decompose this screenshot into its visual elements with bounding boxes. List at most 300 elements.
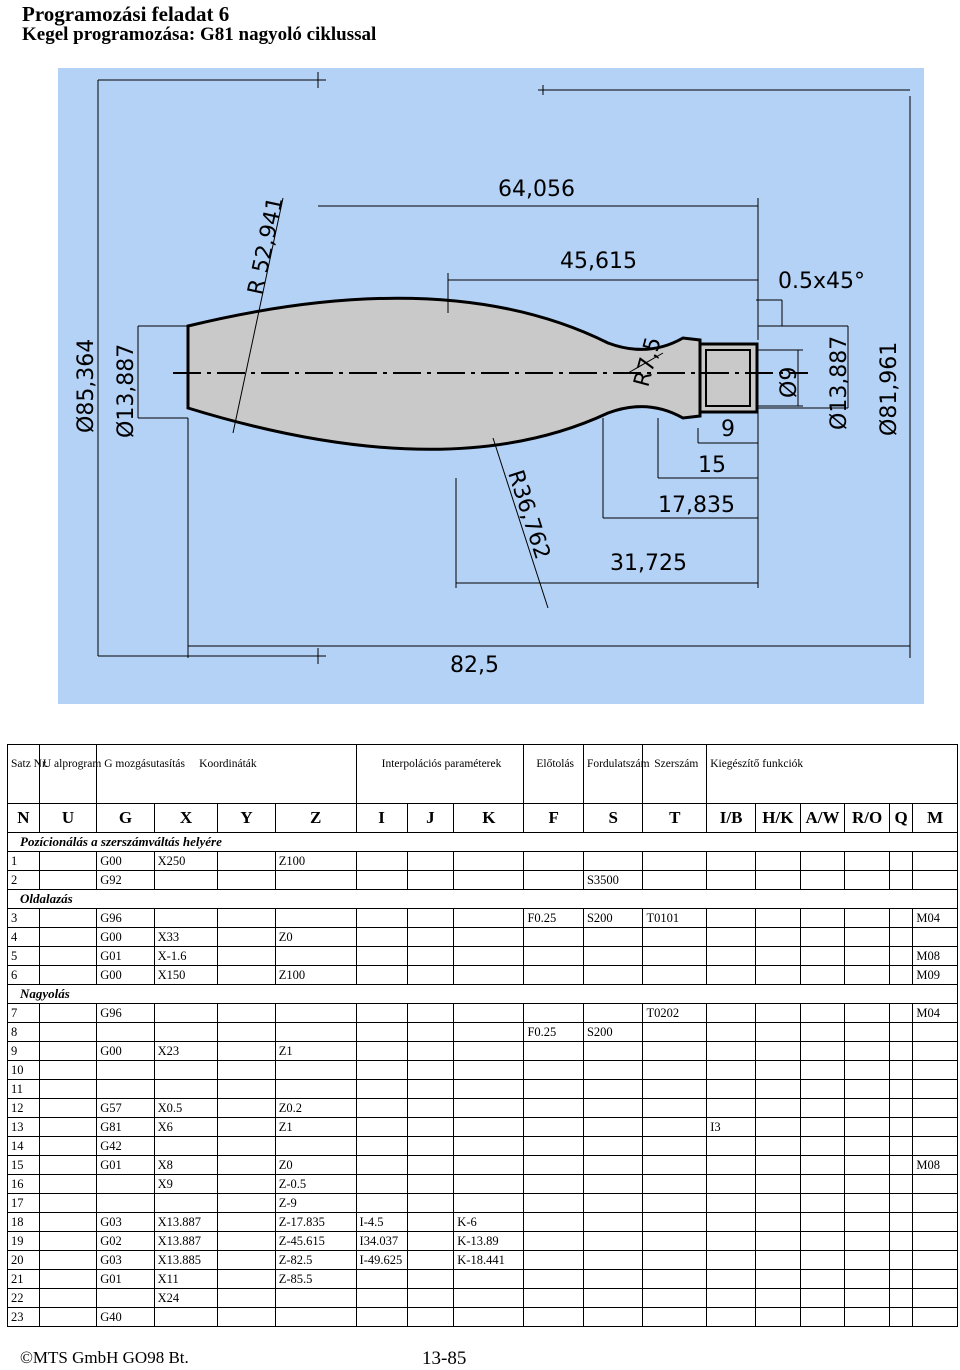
cell-j: [407, 1156, 454, 1175]
cell-u: [39, 928, 96, 947]
cell-ib: [707, 871, 756, 890]
table-row: [8, 1308, 958, 1327]
cell-z: Z-45.615: [275, 1232, 356, 1251]
cell-y: [218, 1137, 275, 1156]
cell-n: 22: [8, 1289, 40, 1308]
cell-j: [407, 909, 454, 928]
cell-g: G40: [97, 1308, 154, 1327]
table-row: [8, 1080, 958, 1099]
cell-f: [524, 1118, 584, 1137]
cell-z: [275, 1080, 356, 1099]
cell-g: G01: [97, 1156, 154, 1175]
cell-u: [39, 852, 96, 871]
cell-ro: [845, 966, 890, 985]
table-row: [8, 1232, 958, 1251]
cell-k: [454, 947, 524, 966]
cell-g: G00: [97, 928, 154, 947]
cell-n: 7: [8, 1004, 40, 1023]
dim-45: 45,615: [560, 249, 637, 274]
cell-i: [356, 966, 407, 985]
dim-15: 15: [698, 453, 726, 478]
cell-j: [407, 852, 454, 871]
cell-t: [643, 1156, 707, 1175]
cell-ro: [845, 1080, 890, 1099]
cell-aw: [800, 1156, 845, 1175]
cell-j: [407, 871, 454, 890]
cell-u: [39, 1118, 96, 1137]
cell-hk: [756, 871, 801, 890]
cell-s: [583, 1289, 643, 1308]
cell-x: X13.885: [154, 1251, 218, 1270]
cell-g: G81: [97, 1118, 154, 1137]
cell-s: [583, 1194, 643, 1213]
cell-x: X23: [154, 1042, 218, 1061]
header-group-cell: U alprogram G mozgásutasítás: [39, 745, 96, 804]
cell-q: [889, 1004, 912, 1023]
cell-s: [583, 1061, 643, 1080]
column-header: I/B: [707, 804, 756, 833]
cell-ib: [707, 1080, 756, 1099]
cell-aw: [800, 1289, 845, 1308]
page-title: Programozási feladat 6: [22, 2, 230, 26]
cell-t: [643, 1289, 707, 1308]
cell-t: [643, 1213, 707, 1232]
cell-y: [218, 1213, 275, 1232]
cell-k: [454, 1099, 524, 1118]
cell-hk: [756, 1251, 801, 1270]
cell-n: 20: [8, 1251, 40, 1270]
cell-m: [913, 1042, 958, 1061]
cell-x: X13.887: [154, 1213, 218, 1232]
cell-n: 23: [8, 1308, 40, 1327]
cell-i: [356, 947, 407, 966]
cell-t: [643, 1308, 707, 1327]
cell-k: [454, 1023, 524, 1042]
cell-j: [407, 1194, 454, 1213]
cell-n: 11: [8, 1080, 40, 1099]
cell-n: 17: [8, 1194, 40, 1213]
cell-m: M08: [913, 1156, 958, 1175]
dim-9: 9: [721, 417, 735, 442]
cell-x: [154, 871, 218, 890]
cell-g: G57: [97, 1099, 154, 1118]
dim-d85: Ø85,364: [74, 338, 99, 433]
cell-aw: [800, 909, 845, 928]
cell-q: [889, 1118, 912, 1137]
table-row: [8, 1213, 958, 1232]
cell-t: T0202: [643, 1004, 707, 1023]
page-subtitle: Kegel programozása: G81 nagyoló ciklussal: [22, 24, 377, 45]
cell-k: [454, 1061, 524, 1080]
cell-s: [583, 1099, 643, 1118]
cell-hk: [756, 1289, 801, 1308]
cell-g: G01: [97, 947, 154, 966]
cell-q: [889, 1308, 912, 1327]
cell-f: [524, 1099, 584, 1118]
cell-f: [524, 1004, 584, 1023]
cell-x: X150: [154, 966, 218, 985]
cell-n: 21: [8, 1270, 40, 1289]
cell-i: [356, 1099, 407, 1118]
cell-y: [218, 1080, 275, 1099]
cell-ib: [707, 1175, 756, 1194]
cell-z: Z100: [275, 966, 356, 985]
column-header: Z: [275, 804, 356, 833]
table-row: [8, 1137, 958, 1156]
cell-i: I34.037: [356, 1232, 407, 1251]
cell-ib: [707, 966, 756, 985]
cell-q: [889, 852, 912, 871]
cell-i: [356, 1308, 407, 1327]
cell-y: [218, 928, 275, 947]
cell-s: [583, 947, 643, 966]
cell-i: [356, 1023, 407, 1042]
cell-n: 8: [8, 1023, 40, 1042]
cell-hk: [756, 1194, 801, 1213]
cell-i: [356, 1118, 407, 1137]
cell-i: I-49.625: [356, 1251, 407, 1270]
dim-chamfer: 0.5x45°: [778, 269, 866, 294]
cell-hk: [756, 1270, 801, 1289]
cell-u: [39, 1232, 96, 1251]
cell-j: [407, 1023, 454, 1042]
cell-m: [913, 1061, 958, 1080]
cell-hk: [756, 1213, 801, 1232]
cell-ro: [845, 1118, 890, 1137]
cell-z: [275, 1137, 356, 1156]
cell-t: [643, 947, 707, 966]
cell-m: M04: [913, 909, 958, 928]
column-header: H/K: [756, 804, 801, 833]
cell-x: [154, 1194, 218, 1213]
cell-j: [407, 1042, 454, 1061]
cell-f: [524, 1156, 584, 1175]
column-header: A/W: [800, 804, 845, 833]
cell-t: [643, 1080, 707, 1099]
cell-t: [643, 1099, 707, 1118]
cell-z: Z0: [275, 928, 356, 947]
cell-k: K-18.441: [454, 1251, 524, 1270]
dim-r75: R7,5: [629, 334, 667, 390]
cell-g: [97, 1080, 154, 1099]
cell-aw: [800, 1023, 845, 1042]
cell-aw: [800, 947, 845, 966]
header-group-cell: Szerszám: [643, 745, 707, 804]
table-row: [8, 1023, 958, 1042]
cell-i: [356, 1270, 407, 1289]
cell-y: [218, 966, 275, 985]
cell-m: [913, 1251, 958, 1270]
cell-t: [643, 1118, 707, 1137]
column-header: S: [583, 804, 643, 833]
cell-i: [356, 1042, 407, 1061]
table-row: [8, 966, 958, 985]
cell-i: I-4.5: [356, 1213, 407, 1232]
cell-q: [889, 909, 912, 928]
dim-64: 64,056: [498, 177, 575, 202]
cell-k: [454, 852, 524, 871]
cell-aw: [800, 928, 845, 947]
cell-s: [583, 1004, 643, 1023]
cell-s: [583, 1137, 643, 1156]
cell-f: [524, 1061, 584, 1080]
cell-u: [39, 1099, 96, 1118]
cell-x: [154, 1080, 218, 1099]
cell-m: [913, 1099, 958, 1118]
cell-t: [643, 1061, 707, 1080]
cell-y: [218, 1232, 275, 1251]
header-group-cell: Kiegészítő funkciók: [707, 745, 958, 804]
cell-s: [583, 1251, 643, 1270]
cell-t: [643, 1137, 707, 1156]
cell-t: [643, 1232, 707, 1251]
cell-ib: [707, 1251, 756, 1270]
cell-hk: [756, 1308, 801, 1327]
cell-n: 15: [8, 1156, 40, 1175]
cell-u: [39, 1080, 96, 1099]
cell-hk: [756, 1232, 801, 1251]
cell-y: [218, 1270, 275, 1289]
cell-m: M04: [913, 1004, 958, 1023]
cell-ib: [707, 1156, 756, 1175]
cell-f: [524, 1194, 584, 1213]
cell-ro: [845, 1004, 890, 1023]
cell-m: [913, 1308, 958, 1327]
cell-x: [154, 1004, 218, 1023]
cell-ib: I3: [707, 1118, 756, 1137]
cell-n: 5: [8, 947, 40, 966]
cell-u: [39, 1156, 96, 1175]
cell-y: [218, 1156, 275, 1175]
cell-m: [913, 928, 958, 947]
section-label: Oldalazás: [8, 890, 958, 909]
cell-hk: [756, 966, 801, 985]
cell-s: [583, 966, 643, 985]
cell-ro: [845, 1099, 890, 1118]
cell-k: [454, 1042, 524, 1061]
cell-m: [913, 852, 958, 871]
cell-k: [454, 1175, 524, 1194]
cell-z: Z-82.5: [275, 1251, 356, 1270]
cell-z: [275, 1004, 356, 1023]
cell-n: 18: [8, 1213, 40, 1232]
cell-y: [218, 1289, 275, 1308]
cell-f: [524, 1270, 584, 1289]
cell-ib: [707, 1137, 756, 1156]
cell-z: Z-17.835: [275, 1213, 356, 1232]
cell-hk: [756, 852, 801, 871]
cell-ro: [845, 1061, 890, 1080]
cell-ib: [707, 852, 756, 871]
cell-ro: [845, 1251, 890, 1270]
cell-u: [39, 1137, 96, 1156]
cell-j: [407, 1118, 454, 1137]
cell-i: [356, 1175, 407, 1194]
cell-ib: [707, 947, 756, 966]
cell-i: [356, 852, 407, 871]
cell-f: [524, 1175, 584, 1194]
table-row: [8, 1061, 958, 1080]
cell-x: X8: [154, 1156, 218, 1175]
cell-ro: [845, 1308, 890, 1327]
cell-x: X250: [154, 852, 218, 871]
part-pin: [700, 344, 757, 412]
cell-z: Z-9: [275, 1194, 356, 1213]
cell-m: M09: [913, 966, 958, 985]
cell-q: [889, 1213, 912, 1232]
cell-j: [407, 947, 454, 966]
table-row: [8, 1099, 958, 1118]
cell-y: [218, 1194, 275, 1213]
header-group-cell: Fordulatszám: [583, 745, 643, 804]
cell-i: [356, 1004, 407, 1023]
section-label: Nagyolás: [8, 985, 958, 1004]
cell-n: 16: [8, 1175, 40, 1194]
cell-m: M08: [913, 947, 958, 966]
cell-n: 19: [8, 1232, 40, 1251]
table-row: [8, 1251, 958, 1270]
cell-ib: [707, 1232, 756, 1251]
cell-y: [218, 909, 275, 928]
cell-u: [39, 1175, 96, 1194]
cell-i: [356, 1194, 407, 1213]
cell-k: [454, 966, 524, 985]
cell-aw: [800, 1251, 845, 1270]
cell-ro: [845, 1194, 890, 1213]
cell-t: [643, 928, 707, 947]
cell-hk: [756, 1004, 801, 1023]
table-row: [8, 871, 958, 890]
cell-hk: [756, 1080, 801, 1099]
cell-ib: [707, 1308, 756, 1327]
cell-z: [275, 947, 356, 966]
header-group-cell: Satz Nr.: [8, 745, 40, 804]
cell-j: [407, 1308, 454, 1327]
cell-y: [218, 1118, 275, 1137]
cell-g: G96: [97, 909, 154, 928]
cell-g: [97, 1175, 154, 1194]
cell-aw: [800, 1194, 845, 1213]
cell-u: [39, 1023, 96, 1042]
cell-g: G00: [97, 852, 154, 871]
cell-m: [913, 1175, 958, 1194]
cell-k: [454, 1270, 524, 1289]
cell-ro: [845, 947, 890, 966]
technical-drawing: [58, 68, 924, 704]
cell-ib: [707, 1042, 756, 1061]
cell-j: [407, 1213, 454, 1232]
cell-z: [275, 871, 356, 890]
cell-ro: [845, 1289, 890, 1308]
header-group-cell: Koordináták: [97, 745, 356, 804]
cell-s: [583, 1175, 643, 1194]
cell-j: [407, 1232, 454, 1251]
cell-x: X6: [154, 1118, 218, 1137]
dim-r52: R 52,941: [243, 194, 289, 298]
cell-ib: [707, 909, 756, 928]
cell-n: 14: [8, 1137, 40, 1156]
cell-ro: [845, 1213, 890, 1232]
cell-aw: [800, 1061, 845, 1080]
column-header: U: [39, 804, 96, 833]
cell-m: [913, 1137, 958, 1156]
cell-g: G00: [97, 1042, 154, 1061]
cell-x: X0.5: [154, 1099, 218, 1118]
cell-s: [583, 928, 643, 947]
cell-q: [889, 1080, 912, 1099]
cell-m: [913, 1194, 958, 1213]
cell-k: [454, 1118, 524, 1137]
cell-y: [218, 1308, 275, 1327]
cell-aw: [800, 1270, 845, 1289]
cell-q: [889, 1289, 912, 1308]
cell-k: [454, 1156, 524, 1175]
cell-g: G03: [97, 1213, 154, 1232]
cell-y: [218, 947, 275, 966]
cell-n: 10: [8, 1061, 40, 1080]
column-header: N: [8, 804, 40, 833]
cell-aw: [800, 1042, 845, 1061]
table-row: [8, 1004, 958, 1023]
cell-ro: [845, 852, 890, 871]
cell-f: [524, 947, 584, 966]
cell-ro: [845, 871, 890, 890]
cell-m: [913, 1232, 958, 1251]
cell-aw: [800, 871, 845, 890]
cell-aw: [800, 1308, 845, 1327]
program-table: [7, 744, 958, 1327]
cell-i: [356, 1156, 407, 1175]
cell-t: [643, 1023, 707, 1042]
cell-m: [913, 1023, 958, 1042]
cell-q: [889, 1156, 912, 1175]
cell-x: [154, 909, 218, 928]
section-label: Pozícionálás a szerszámváltás helyére: [8, 833, 958, 852]
cell-u: [39, 1308, 96, 1327]
cell-g: G92: [97, 871, 154, 890]
dim-d13b: Ø13,887: [827, 335, 852, 430]
column-header: G: [97, 804, 154, 833]
cell-x: X33: [154, 928, 218, 947]
cell-t: [643, 1251, 707, 1270]
cell-ib: [707, 1099, 756, 1118]
table-row: [8, 1270, 958, 1289]
cell-k: [454, 1194, 524, 1213]
cell-k: K-13.89: [454, 1232, 524, 1251]
cell-n: 1: [8, 852, 40, 871]
dim-d81: Ø81,961: [877, 341, 902, 436]
cell-u: [39, 1061, 96, 1080]
cell-y: [218, 1004, 275, 1023]
cell-f: [524, 1308, 584, 1327]
cell-aw: [800, 1137, 845, 1156]
cell-z: Z1: [275, 1042, 356, 1061]
cell-j: [407, 1175, 454, 1194]
cell-aw: [800, 1175, 845, 1194]
cell-z: Z100: [275, 852, 356, 871]
cell-t: [643, 1042, 707, 1061]
cell-ib: [707, 1061, 756, 1080]
cell-g: [97, 1061, 154, 1080]
cell-i: [356, 1061, 407, 1080]
table-row: [8, 1156, 958, 1175]
cell-z: Z0: [275, 1156, 356, 1175]
cell-j: [407, 1270, 454, 1289]
cell-aw: [800, 1118, 845, 1137]
cell-u: [39, 1004, 96, 1023]
cell-z: Z-85.5: [275, 1270, 356, 1289]
cell-z: Z1: [275, 1118, 356, 1137]
